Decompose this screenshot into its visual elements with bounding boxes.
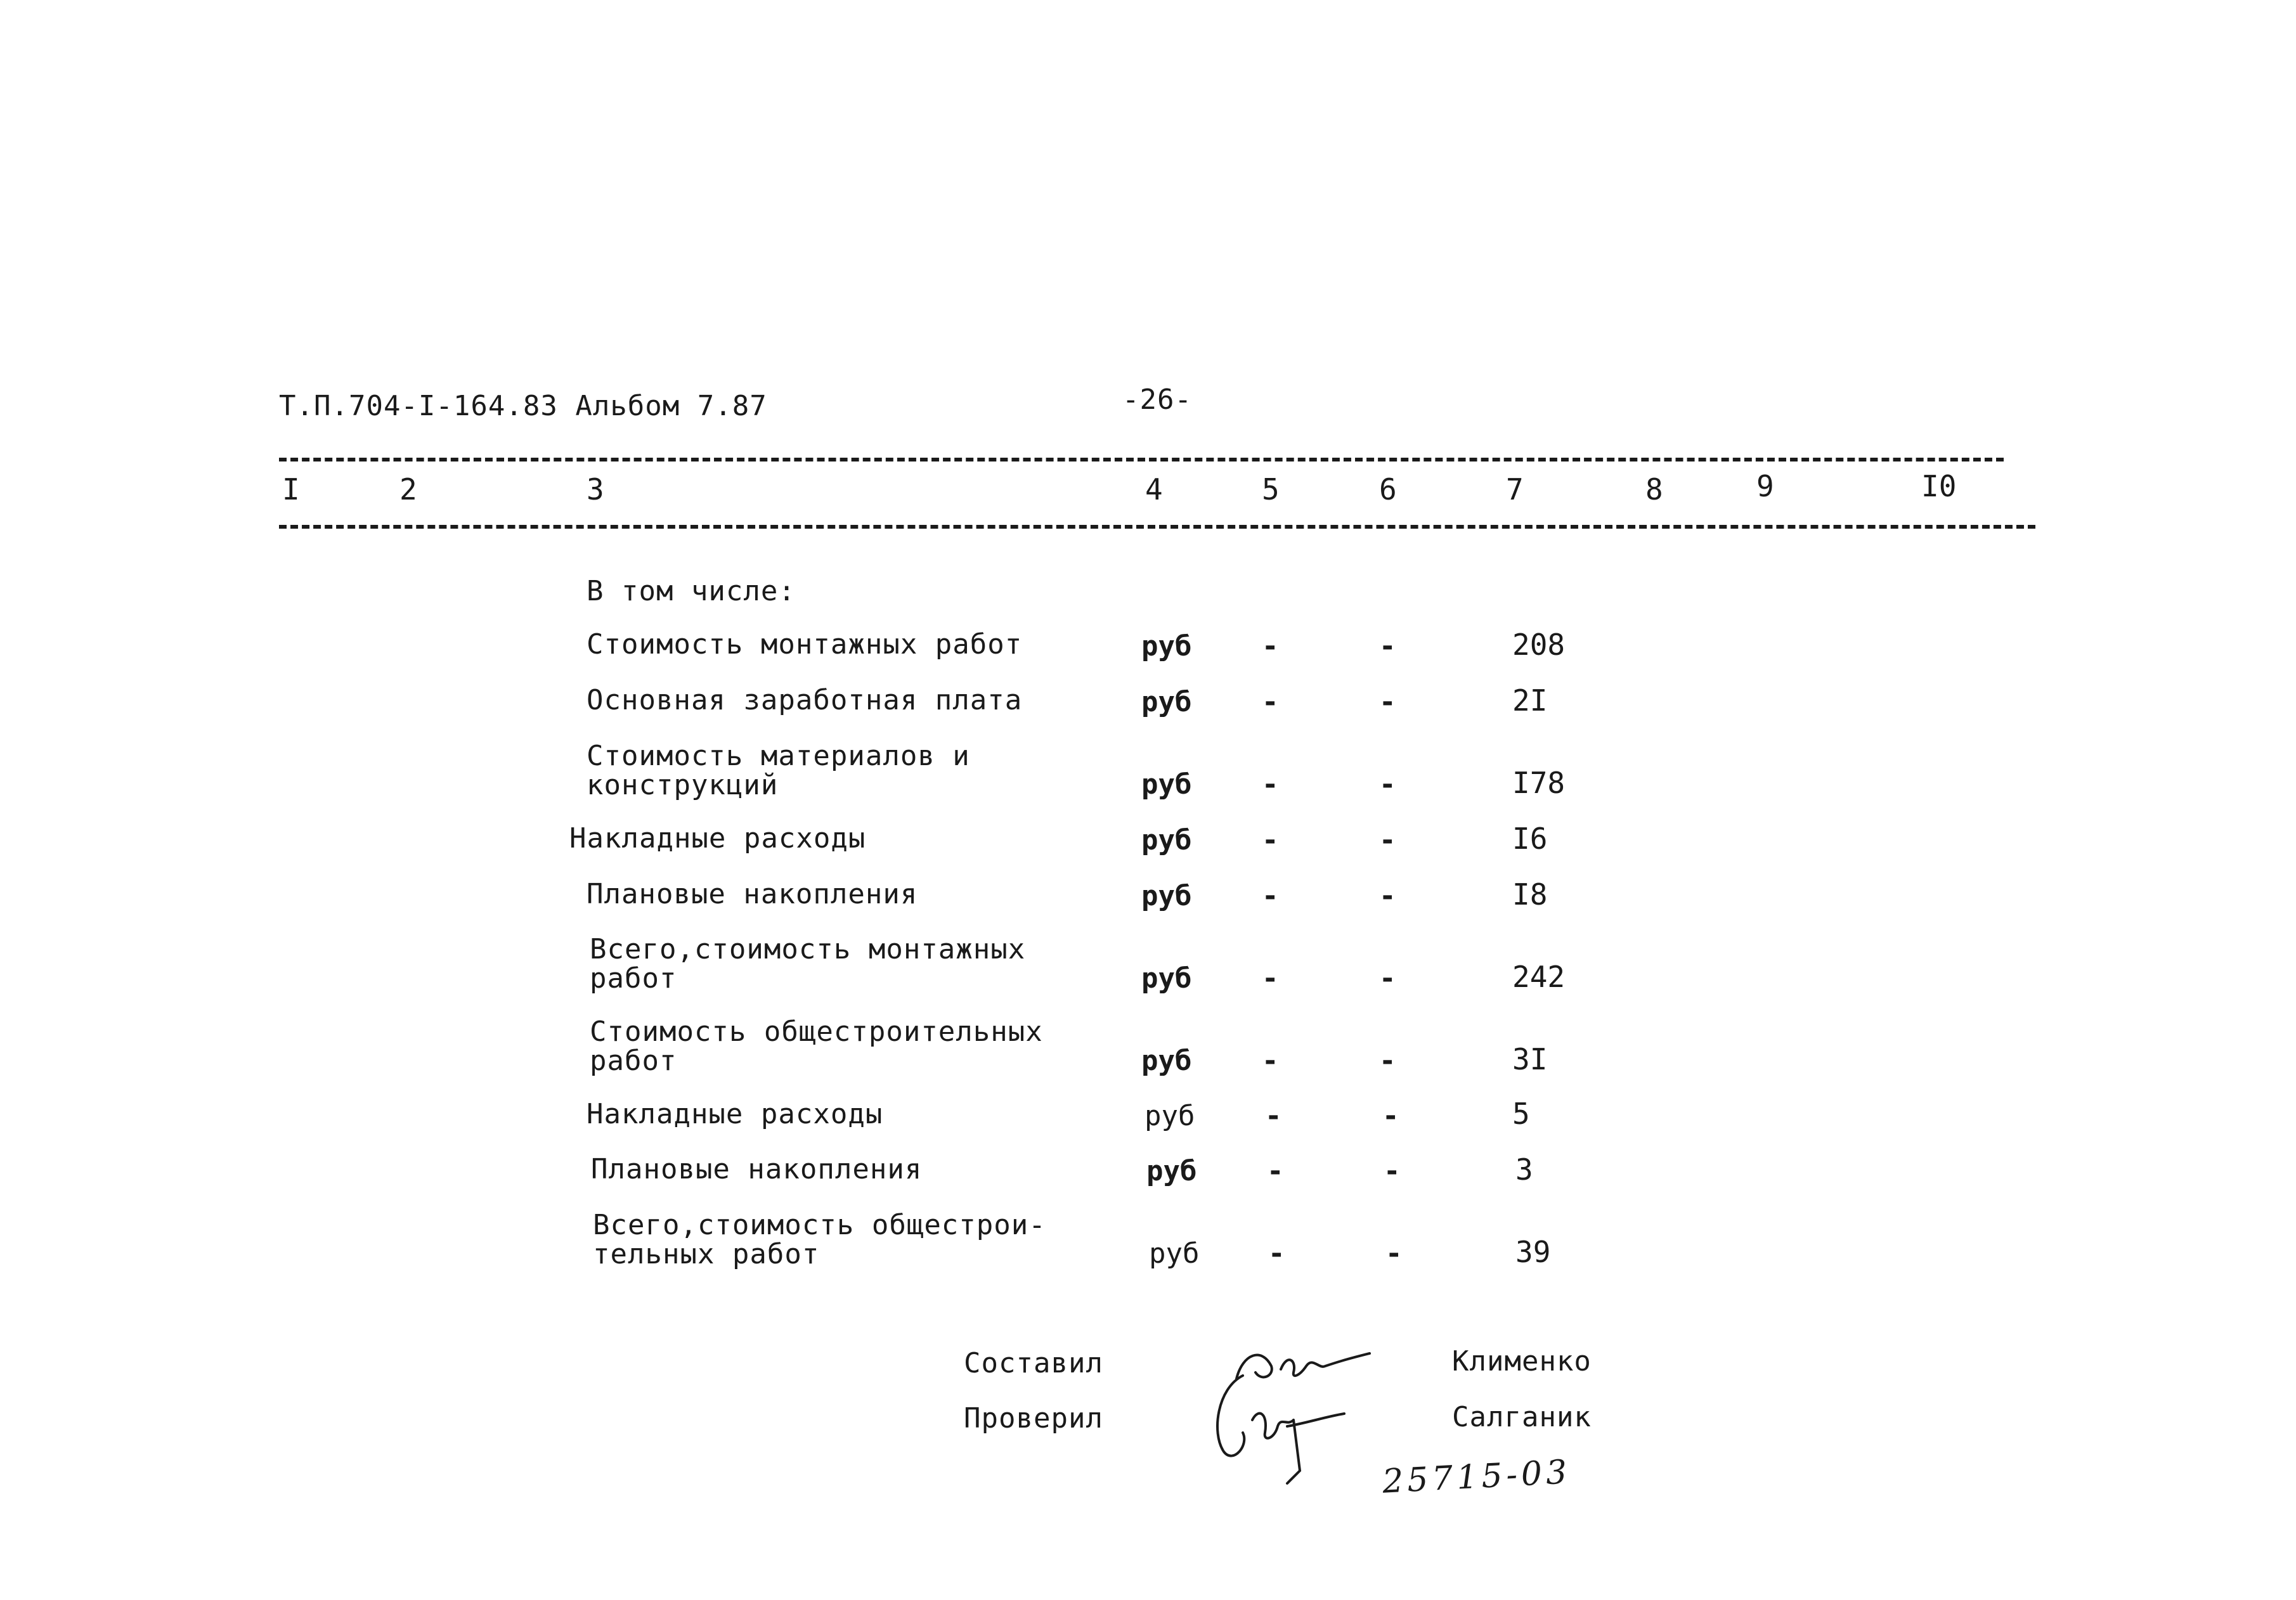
table-row-col6: - (1379, 880, 1396, 912)
table-row-col6: - (1384, 1155, 1401, 1187)
table-row-col6: - (1379, 824, 1396, 856)
column-number-10: I0 (1921, 469, 1957, 503)
column-number-6: 6 (1379, 472, 1397, 506)
table-row-unit: руб (1141, 1045, 1192, 1077)
table-row-name: Всего,стоимость монтажных работ (590, 933, 1026, 995)
signature-checked (1205, 1363, 1357, 1490)
header-rule-bottom (279, 525, 2035, 529)
column-number-2: 2 (399, 472, 417, 506)
column-number-1: I (282, 472, 300, 506)
table-row-unit: руб (1141, 630, 1192, 662)
table-row-unit: руб (1149, 1237, 1200, 1270)
checked-by-name: Салганик (1452, 1401, 1592, 1433)
table-row-col6: - (1379, 686, 1396, 718)
table-row-col6: - (1379, 1045, 1396, 1077)
table-row-name: Стоимость материалов и конструкций (587, 740, 970, 801)
table-row-col6: - (1379, 768, 1396, 801)
table-row-name: Стоимость монтажных работ (587, 628, 1023, 661)
table-row-col7: 39 (1515, 1235, 1551, 1269)
header-rule-top (279, 458, 2004, 461)
table-row-unit: руб (1141, 824, 1192, 856)
table-row-col6: - (1385, 1237, 1403, 1270)
column-number-9: 9 (1756, 469, 1774, 503)
table-row-col5: - (1262, 880, 1279, 912)
table-row-col5: - (1262, 630, 1279, 662)
table-row-unit: руб (1141, 768, 1192, 801)
table-row-col6: - (1379, 630, 1396, 662)
table-row-name: Основная заработная плата (587, 684, 1023, 716)
table-row-col5: - (1268, 1237, 1285, 1270)
table-row-name: Стоимость общестроительных работ (590, 1016, 1043, 1077)
table-row-col7: 5 (1512, 1097, 1530, 1131)
table-row-col6: - (1379, 962, 1396, 995)
table-row-unit: руб (1141, 686, 1192, 718)
table-row-col5: - (1262, 1045, 1279, 1077)
table-row-unit: руб (1146, 1155, 1197, 1187)
table-row-name: Всего,стоимость общестрои- тельных работ (593, 1209, 1046, 1270)
document-reference: Т.П.704-I-164.83 Альбом 7.87 (279, 390, 767, 422)
table-row-col7: 3 (1515, 1152, 1533, 1187)
table-row-unit: руб (1145, 1100, 1195, 1132)
table-row-col5: - (1267, 1155, 1284, 1187)
checked-by-label: Проверил (964, 1402, 1103, 1435)
table-row-col5: - (1262, 824, 1279, 856)
table-row-col7: 2I (1512, 683, 1548, 718)
stamp-number: 25715-03 (1381, 1453, 1572, 1501)
table-row-col7: 208 (1512, 628, 1566, 662)
table-row-col7: 3I (1512, 1042, 1548, 1076)
column-number-8: 8 (1645, 472, 1663, 506)
table-row-col5: - (1262, 686, 1279, 718)
column-number-5: 5 (1262, 472, 1280, 506)
table-row-unit: руб (1141, 880, 1192, 912)
table-row-name: Плановые накопления (587, 878, 918, 910)
table-row-name: Накладные расходы (569, 822, 866, 855)
table-row-name: Накладные расходы (587, 1098, 883, 1130)
table-row-col5: - (1262, 962, 1279, 995)
page-number: -26- (1122, 384, 1192, 416)
table-row-col6: - (1382, 1100, 1399, 1132)
table-row-col7: I6 (1512, 822, 1548, 856)
table-row-name: Плановые накопления (591, 1153, 923, 1185)
table-row-col7: I78 (1512, 766, 1566, 800)
table-row-col5: - (1262, 768, 1279, 801)
table-row-col5: - (1265, 1100, 1282, 1132)
compiled-by-name: Клименко (1452, 1345, 1592, 1377)
table-row-unit: руб (1141, 962, 1192, 995)
table-row-col7: 242 (1512, 960, 1566, 994)
column-number-7: 7 (1506, 472, 1524, 506)
compiled-by-label: Составил (964, 1347, 1103, 1379)
table-row-col7: I8 (1512, 877, 1548, 912)
table-row-name: В том числе: (587, 575, 796, 607)
column-number-4: 4 (1145, 472, 1163, 506)
column-number-3: 3 (587, 472, 604, 506)
